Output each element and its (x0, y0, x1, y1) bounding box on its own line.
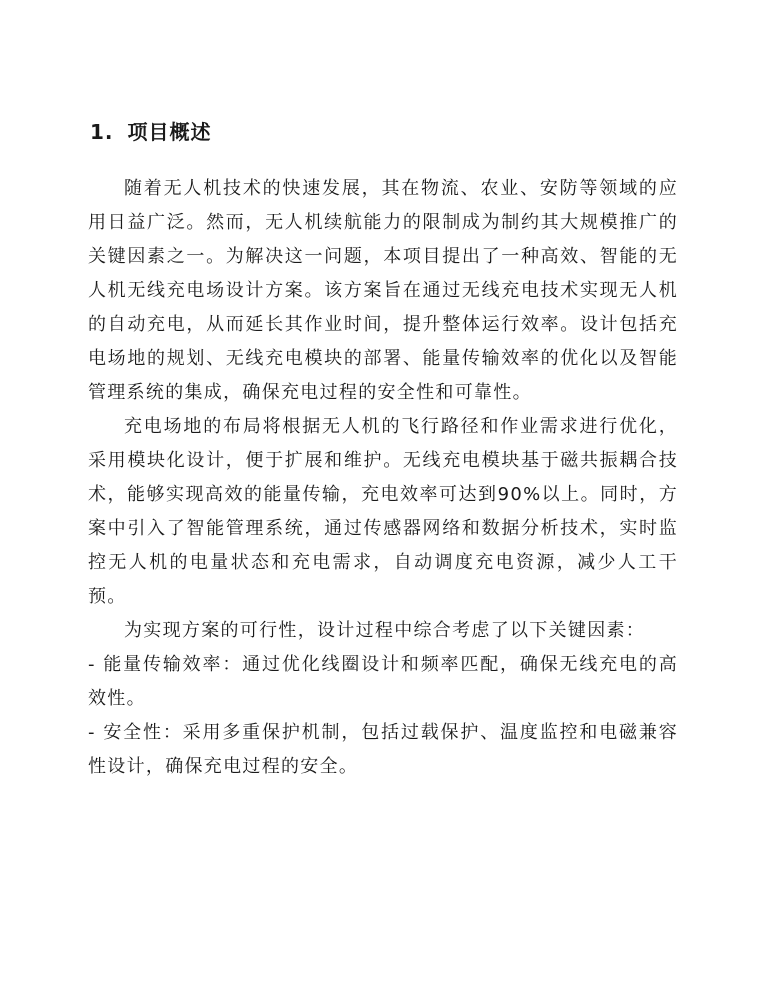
list-item-efficiency: - 能量传输效率：通过优化线圈设计和频率匹配，确保无线充电的高效性。 (88, 654, 678, 709)
section-body (88, 172, 678, 784)
list-item-safety: - 安全性：采用多重保护机制，包括过载保护、温度监控和电磁兼容性设计，确保充电过程的安全。 (88, 722, 678, 777)
section-title: 项目概述 (127, 120, 212, 144)
section-number: 1. (90, 120, 114, 144)
paragraph-intro: 随着无人机技术的快速发展，其在物流、农业、安防等领域的应用日益广泛。然而，无人机续航能力的限制成为制约其大规模推广的关键因素之一。为解决这一问题，本项目提出了一种高效、智能的无人机无线充电场设计方案。该方案旨在通过无线充电技术实现无人机的自动充电，从而延长其作业时间，提升整体运行效率。设计包括充电场地的规划、无线充电模块的部署、能量传输效率的优化以及智能管理系统的集成，确保充电过程的安全性和可靠性。 (88, 178, 678, 403)
paragraph-factors: 为实现方案的可行性，设计过程中综合考虑了以下关键因素： (124, 620, 646, 641)
section-heading (90, 116, 212, 145)
paragraph-layout: 充电场地的布局将根据无人机的飞行路径和作业需求进行优化，采用模块化设计，便于扩展和维护。无线充电模块基于磁共振耦合技术，能够实现高效的能量传输，充电效率可达到90%以上。同时，方案中引入了智能管理系统，通过传感器网络和数据分析技术，实时监控无人机的电量状态和充电需求，自动调度充电资源，减少人工干预。 (88, 416, 678, 607)
